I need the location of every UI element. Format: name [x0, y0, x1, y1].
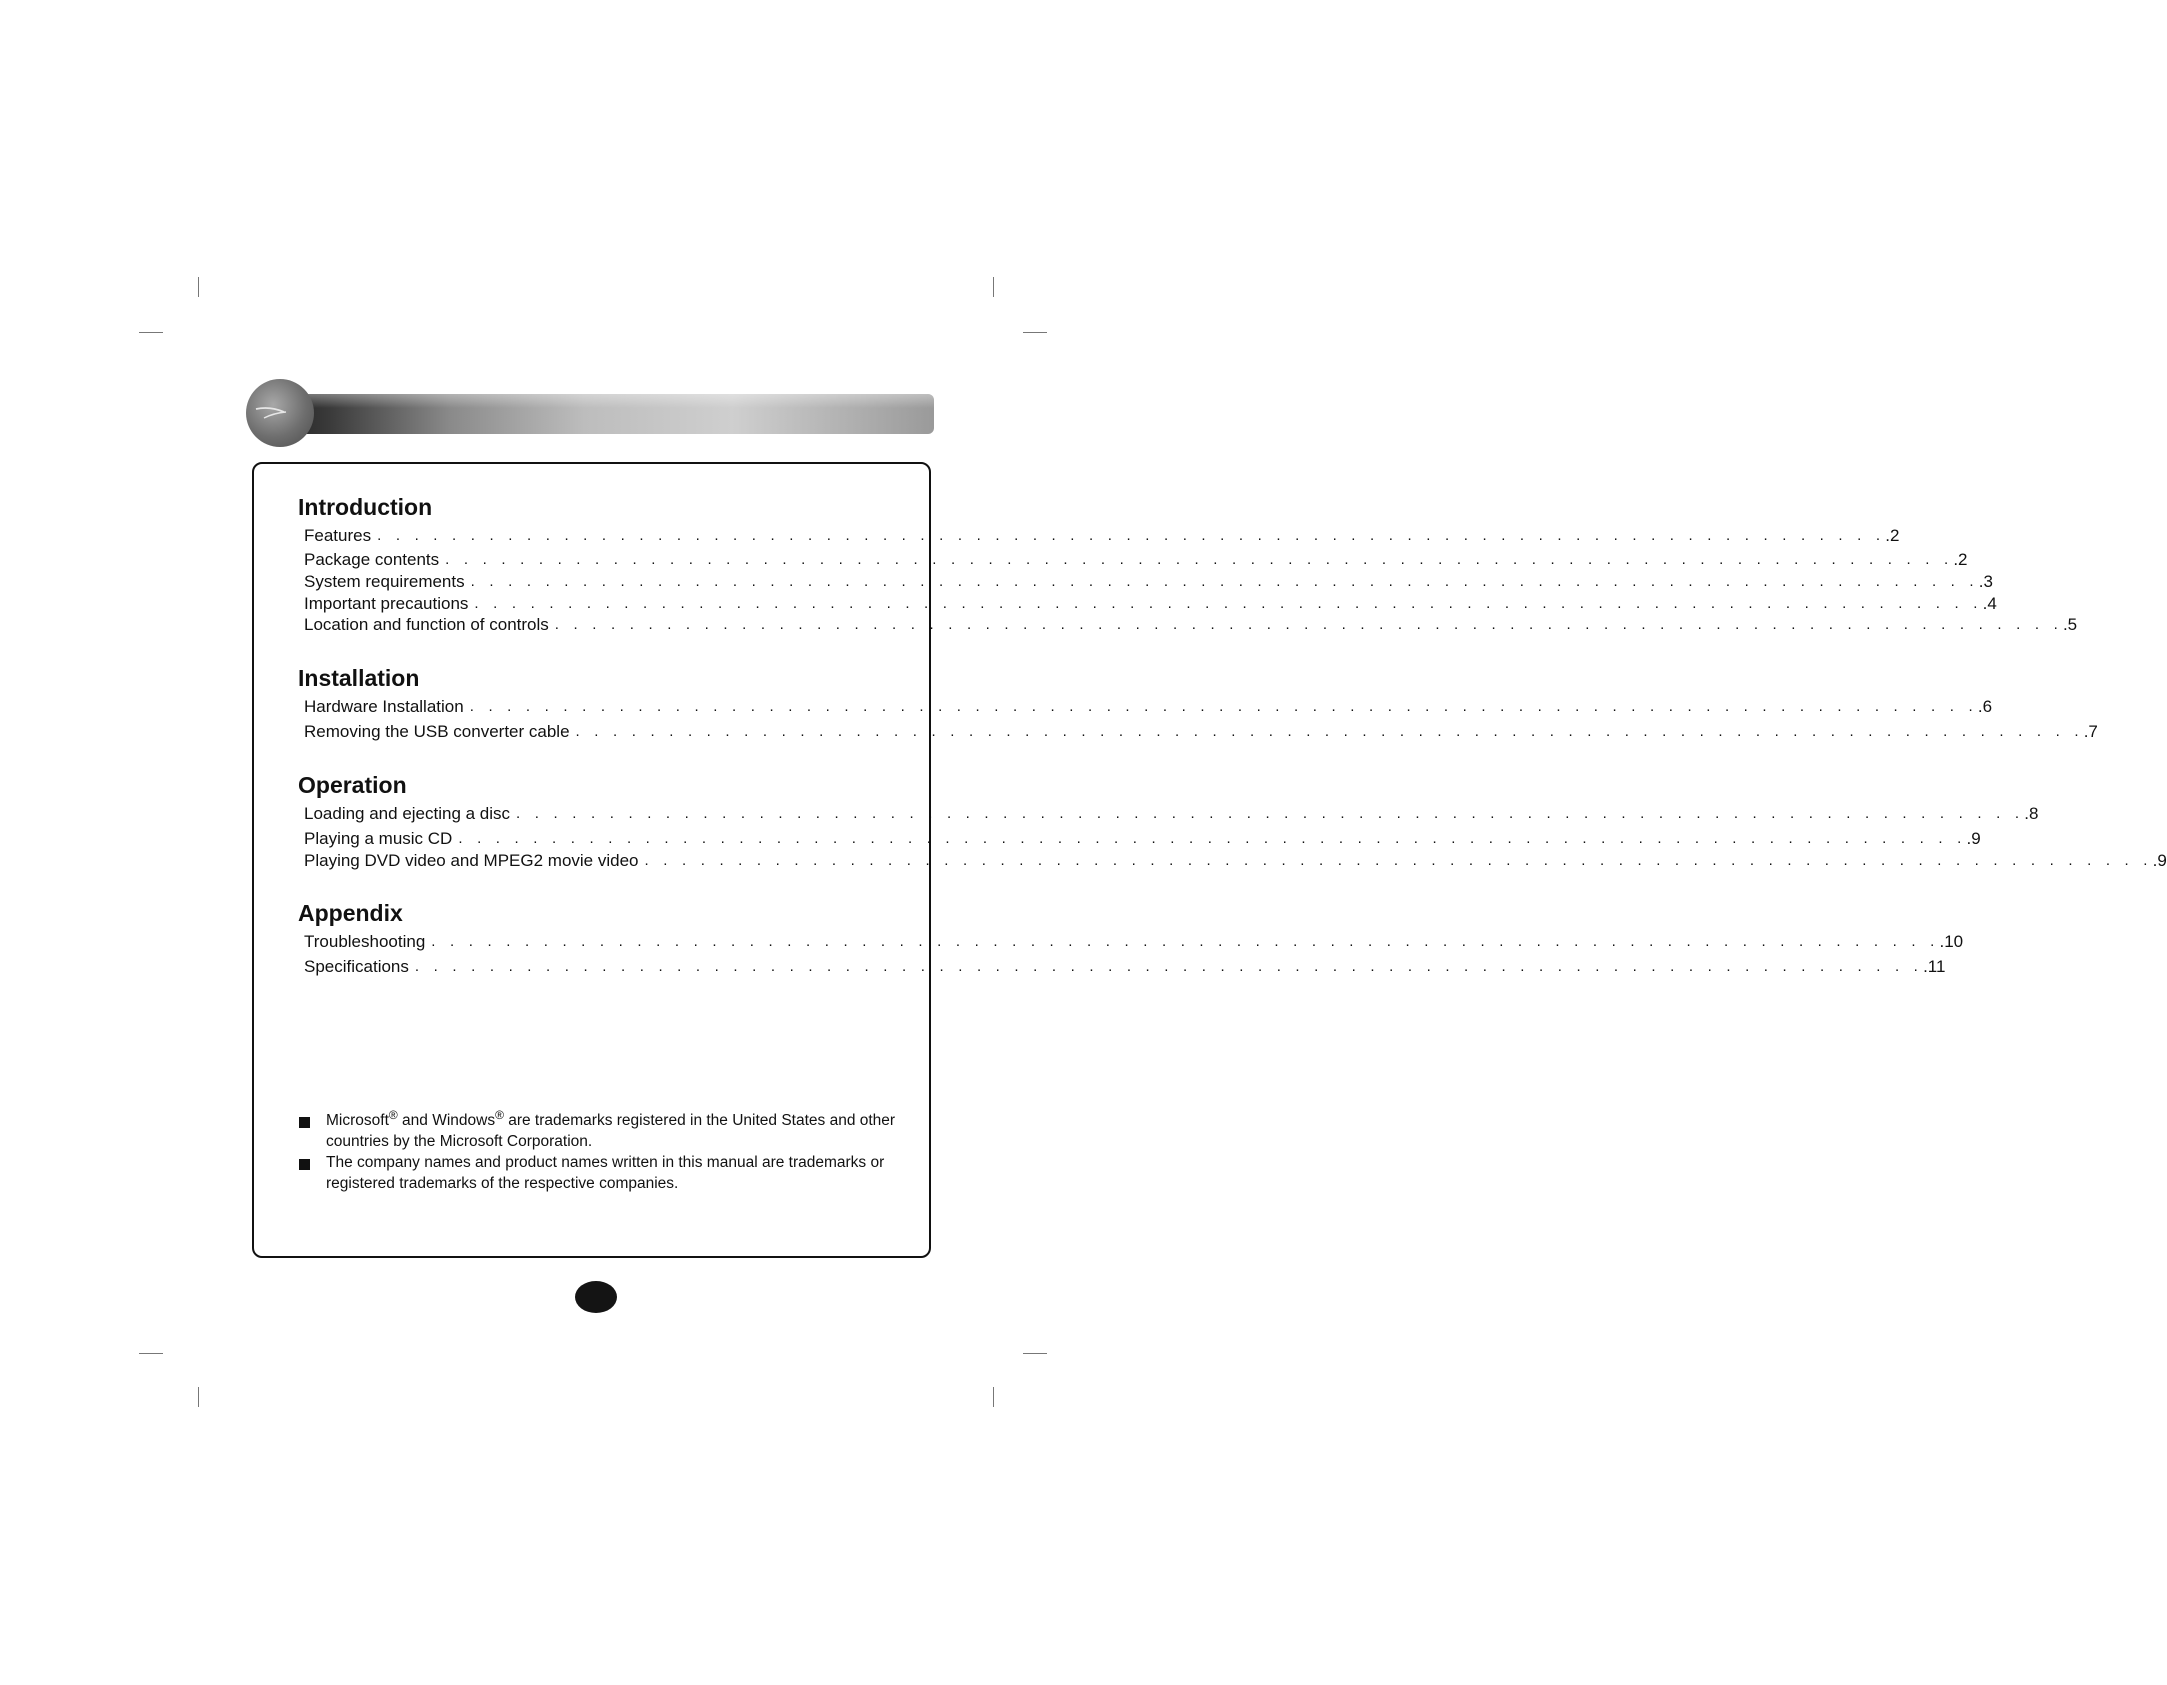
trademark-notes	[298, 1107, 898, 1194]
dot-leader: . . . . . . . . . . . . . . . . . . . . . . . . . . . . . . . . . . . . . . . . . . . . . . . . . . . . . . . . . . . . . . . . . . . . . . . . . . . . . . . . .	[414, 958, 1924, 975]
note-text-rest: are trademarks registered in the United States and other countries by the Microsoft Corporation.	[326, 1112, 896, 1150]
toc-entry	[304, 550, 1968, 570]
note-text-microsoft: Microsoft	[326, 1112, 389, 1129]
toc-entry-page: .6	[1977, 697, 1993, 716]
toc-entry	[304, 804, 2039, 824]
header-banner	[262, 394, 934, 434]
page-number-oval	[575, 1281, 617, 1313]
dot-leader: . . . . . . . . . . . . . . . . . . . . . . . . . . . . . . . . . . . . . . . . . . . . . . . . . . . . . . . . . . . . . . . . . . . . . . . . . . . . . . . . .	[458, 830, 1967, 847]
crop-mark	[198, 1387, 199, 1407]
dot-leader: . . . . . . . . . . . . . . . . . . . . . . . . . . . . . . . . . . . . . . . . . . . . . . . . . . . . . . . . . . . . . . . . . . . . . . . . . . . . . . . . .	[469, 698, 1978, 715]
section-heading-introduction: Introduction	[298, 494, 433, 520]
registered-mark: ®	[495, 1107, 504, 1122]
header-emblem	[246, 379, 314, 447]
toc-entry-label: Features	[304, 526, 372, 545]
toc-entry-label: Playing a music CD	[304, 829, 453, 848]
section-heading-installation: Installation	[298, 665, 420, 691]
toc-entry	[304, 594, 1997, 614]
crop-mark	[993, 277, 994, 297]
toc-entry	[304, 851, 2167, 871]
square-bullet-icon	[299, 1159, 310, 1170]
toc-entry-page: .2	[1885, 526, 1900, 545]
crop-mark	[198, 277, 199, 297]
dot-leader: . . . . . . . . . . . . . . . . . . . . . . . . . . . . . . . . . . . . . . . . . . . . . . . . . . . . . . . . . . . . . . . . . . . . . . . . . . . . . . . . .	[554, 616, 2063, 633]
trademark-note	[298, 1152, 898, 1194]
toc-entry	[304, 697, 1993, 717]
toc-entry	[304, 526, 1900, 546]
toc-entry-page: .9	[1966, 829, 1981, 848]
toc-entry	[304, 957, 1946, 977]
crop-mark	[139, 332, 163, 333]
toc-entry	[304, 829, 1981, 849]
square-bullet-icon	[299, 1117, 310, 1128]
dot-leader: . . . . . . . . . . . . . . . . . . . . . . . . . . . . . . . . . . . . . . . . . . . . . . . . . . . . . . . . . . . . . . . . . . . . . . . . . . . . . . . . .	[575, 723, 2084, 740]
toc-entry-page: .8	[2024, 804, 2039, 823]
toc-entry-label: Playing DVD video and MPEG2 movie video	[304, 851, 639, 870]
note-text-windows: and Windows	[397, 1112, 496, 1129]
toc-entry-page: .2	[1953, 550, 1968, 569]
dot-leader: . . . . . . . . . . . . . . . . . . . . . . . . . . . . . . . . . . . . . . . . . . . . . . . . . . . . . . . . . . . . . . . . . . . . . . . . . . . . . . . . .	[516, 805, 2025, 822]
toc-entry-page: .5	[2062, 615, 2078, 634]
dot-leader: . . . . . . . . . . . . . . . . . . . . . . . . . . . . . . . . . . . . . . . . . . . . . . . . . . . . . . . . . . . . . . . . . . . . . . . . . . . . . . . . .	[474, 595, 1983, 612]
toc-entry-label: Important precautions	[304, 594, 469, 613]
dot-leader: . . . . . . . . . . . . . . . . . . . . . . . . . . . . . . . . . . . . . . . . . . . . . . . . . . . . . . . . . . . . . . . . . . . . . . . . . . . . . . . . .	[431, 933, 1940, 950]
note-text: The company names and product names written in this manual are trademarks or registered trademarks of the respective companies.	[326, 1154, 885, 1192]
toc-entry-label: Package contents	[304, 550, 440, 569]
swoosh-icon	[246, 379, 314, 447]
crop-mark	[993, 1387, 994, 1407]
toc-entry-page: .4	[1982, 594, 1997, 613]
dot-leader: . . . . . . . . . . . . . . . . . . . . . . . . . . . . . . . . . . . . . . . . . . . . . . . . . . . . . . . . . . . . . . . . . . . . . . . . . . . . . . . . .	[377, 527, 1886, 544]
section-heading-appendix: Appendix	[298, 900, 403, 926]
toc-entry	[304, 572, 1993, 592]
registered-mark: ®	[388, 1107, 398, 1122]
crop-mark	[1023, 332, 1047, 333]
toc-entry	[304, 615, 2078, 635]
toc-entry-label: Loading and ejecting a disc	[304, 804, 511, 823]
toc-entry-label: Removing the USB converter cable	[304, 722, 570, 741]
toc-entry-label: Hardware Installation	[304, 697, 464, 716]
toc-entry-label: Location and function of controls	[304, 615, 549, 634]
dot-leader: . . . . . . . . . . . . . . . . . . . . . . . . . . . . . . . . . . . . . . . . . . . . . . . . . . . . . . . . . . . . . . . . . . . . . . . . . . . . . . . . .	[470, 573, 1979, 590]
toc-entry-label: System requirements	[304, 572, 465, 591]
toc-entry-page: .10	[1939, 932, 1964, 951]
toc-entry	[304, 722, 2098, 742]
trademark-note	[298, 1107, 898, 1152]
toc-entry-page: .7	[2083, 722, 2098, 741]
toc-entry-label: Troubleshooting	[304, 932, 426, 951]
toc-entry-label: Specifications	[304, 957, 409, 976]
toc-entry-page: .11	[1923, 957, 1946, 976]
toc-entry	[304, 932, 1964, 952]
dot-leader: . . . . . . . . . . . . . . . . . . . . . . . . . . . . . . . . . . . . . . . . . . . . . . . . . . . . . . . . . . . . . . . . . . . . . . . . . . . . . . . . .	[445, 551, 1954, 568]
dot-leader: . . . . . . . . . . . . . . . . . . . . . . . . . . . . . . . . . . . . . . . . . . . . . . . . . . . . . . . . . . . . . . . . . . . . . . . . . . . . . . . . .	[644, 852, 2153, 869]
toc-entry-page: .9	[2152, 851, 2167, 870]
section-heading-operation: Operation	[298, 772, 407, 798]
toc-entry-page: .3	[1978, 572, 1993, 591]
crop-mark	[139, 1353, 163, 1354]
crop-mark	[1023, 1353, 1047, 1354]
